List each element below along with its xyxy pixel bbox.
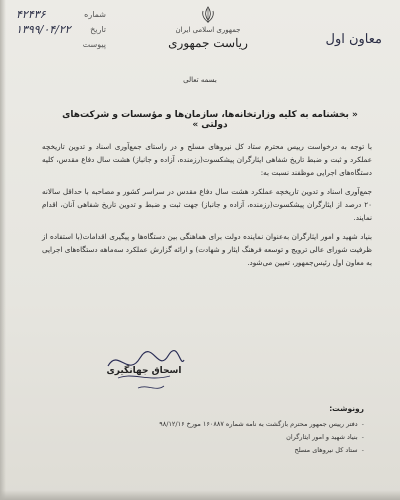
letter-metadata bbox=[16, 10, 106, 55]
cc-item bbox=[64, 418, 364, 431]
letter-body bbox=[42, 140, 372, 275]
cc-item-text: دفتر رییس جمهور محترم بازگشت به نامه شماره ۱۶۰۸۸۷ مورخ ۹۸/۱۲/۱۶ bbox=[159, 420, 358, 428]
signer-name: اسحاق جهانگیری bbox=[106, 366, 182, 376]
letter-date-value: ۱۳۹۹/۰۴/۲۲ bbox=[16, 23, 71, 36]
header-presidency: ریاست جمهوری bbox=[168, 36, 248, 50]
letter-attachment-row bbox=[16, 40, 106, 55]
body-paragraph: بنیاد شهید و امور ایثارگران به‌عنوان نماینده دولت برای هماهنگی بین دستگاه‌ها و پیگیری اقدامات(با استفاده از ظرفیت شورای عالی ترویج و توسعه فرهنگ ایثار و شهادت) و ارائه گزارش عملکرد سه‌ماهه دستگاه‌های اجرایی به معاون اول رئیس‌جمهور، تعیین می‌شود. bbox=[42, 232, 372, 267]
body-paragraph: جمع‌آوری اسناد و تدوین تاریخچه عملکرد هشت سال دفاع مقدس در سراسر کشور و مصاحبه با حداقل سالانه ۲۰ درصد از ایثارگران پیشکسوت(رزمنده، آزاده و جانباز) جهت ثبت و ضبط و تدوین تاریخ شفاهی آنان، اقدام نمایند. bbox=[42, 187, 372, 222]
cc-item-text: بنیاد شهید و امور ایثارگران bbox=[286, 433, 358, 441]
cc-dash-icon: - bbox=[361, 433, 364, 441]
cc-item bbox=[64, 444, 364, 457]
letter-attachment-label: پیوست bbox=[82, 40, 106, 49]
letter-number-value: ۴۲۴۳۶ bbox=[16, 8, 46, 21]
header-country: جمهوری اسلامی ایران bbox=[175, 26, 241, 34]
iran-emblem-icon bbox=[200, 6, 216, 24]
sender-title: معاون اول bbox=[325, 32, 382, 47]
cc-dash-icon: - bbox=[361, 446, 364, 454]
page-shadow-left bbox=[0, 0, 6, 500]
letter-date-row bbox=[16, 25, 106, 40]
letter-number-label: شماره bbox=[84, 10, 106, 19]
basmala: بسمه تعالی bbox=[183, 76, 217, 84]
cc-list bbox=[64, 418, 364, 457]
cc-title: رونوشت: bbox=[329, 404, 364, 413]
body-paragraph: با توجه به درخواست رییس محترم ستاد کل نیروهای مسلح و در راستای جمع‌آوری اسناد و تدوین تاریخچه عملکرد و ثبت و ضبط تاریخ شفاهی ایثارگران پیشکسوت(رزمنده، آزاده و جانباز) هشت سال دفاع مقدس، کلیه دستگاه‌های اجرایی موظفند نسبت به: bbox=[42, 142, 372, 177]
letter-date-label: تاریخ bbox=[90, 25, 106, 34]
page-shadow-bottom bbox=[0, 490, 400, 500]
letter-subject: « بخشنامه به کلیه وزارتخانه‌ها، سازمان‌ها و مؤسسات و شرکت‌های دولتی » bbox=[62, 110, 358, 130]
cc-item-text: ستاد کل نیروهای مسلح bbox=[294, 446, 358, 454]
cc-dash-icon: - bbox=[361, 420, 364, 428]
cc-item bbox=[64, 431, 364, 444]
